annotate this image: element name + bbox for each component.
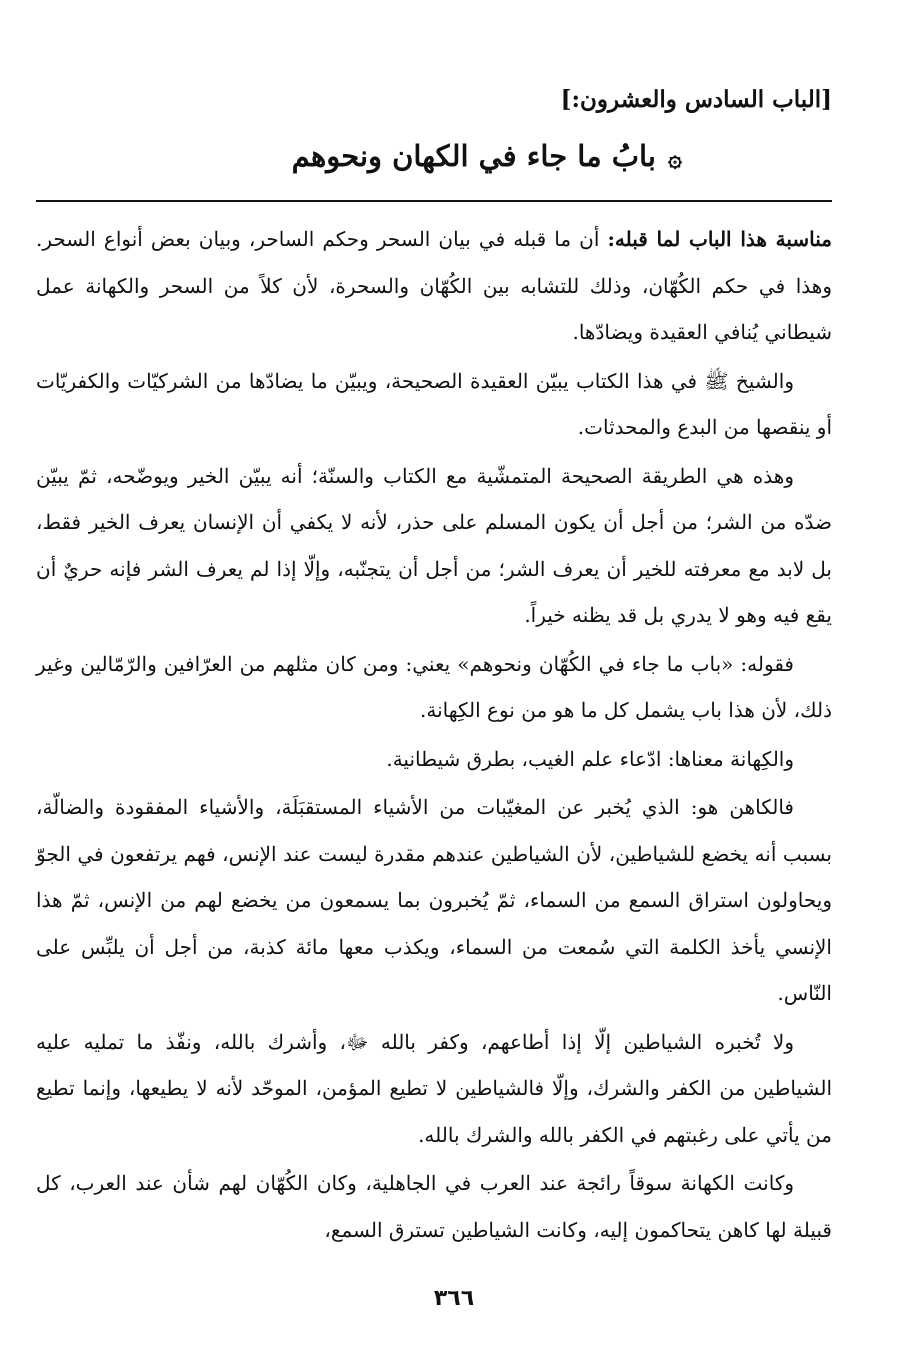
paragraph-text: أن ما قبله في بيان السحر وحكم الساحر، وبيان بعض أنواع السحر. وهذا في حكم الكُهّان، وذلك للتشابه بين الكُهّان والسحرة، لأن كلاً من السحر والكهانة عمل شيطاني يُنافي العقيدة ويضادّها.	[36, 227, 832, 344]
title-divider	[36, 200, 832, 202]
section-title	[36, 130, 682, 184]
paragraph-5: والكِهانة معناها: ادّعاء علم الغيب، بطرق شيطانية.	[386, 746, 794, 771]
chapter-heading: [الباب السادس والعشرون:]	[560, 86, 832, 113]
paragraph-3: وهذه هي الطريقة الصحيحة المتمشّية مع الكتاب والسنّة؛ أنه يبيّن الخير ويوضّحه، ثمّ يبيّن ضدّه من الشر؛ من أجل أن يكون المسلم على حذر، لأنه لا يكفي أن الإنسان يعرف الخير فقط، بل لابد مع معرفته للخير أن يعرف الشر؛ من أجل أن يتجنّبه، وإلّا إذا لم يعرف الشر فإنه حريٌ أن يقع فيه وهو لا يدري بل قد يظنه خيراً.	[36, 463, 832, 627]
paragraph-4: فقوله: «باب ما جاء في الكُهّان ونحوهم» يعني: ومن كان مثلهم من العرّافين والرّمّالين وغير ذلك، لأن هذا باب يشمل كل ما هو من نوع الكِهانة.	[36, 651, 832, 722]
paragraph-8: وكانت الكهانة سوقاً رائجة عند العرب في الجاهلية، وكان الكُهّان لهم شأن عند العرب، كل قبيلة لها كاهن يتحاكمون إليه، وكانت الشياطين تسترق السمع،	[36, 1171, 832, 1242]
paragraph-7: ولا تُخبره الشياطين إلّا إذا أطاعهم، وكفر بالله ﷻ، وأشرك بالله، ونفّذ ما تمليه عليه الشياطين من الكفر والشرك، وإلّا فالشياطين لا تطيع المؤمن، الموحّد لأنه لا يطيعها، وإنما تطيع من يأتي على رغبتهم في الكفر بالله والشرك بالله.	[36, 1029, 832, 1147]
page-number: ٣٦٦	[433, 1286, 475, 1311]
book-page	[36, 80, 832, 1350]
paragraph-2: والشيخ ﷺ في هذا الكتاب يبيّن العقيدة الصحيحة، ويبيّن ما يضادّها من الشركيّات والكفريّات أو ينقصها من البدع والمحدثات.	[36, 368, 832, 439]
paragraph-1	[36, 216, 832, 356]
paragraph-6: فالكاهن هو: الذي يُخبر عن المغيّبات من الأشياء المستقبَلَة، والأشياء المفقودة والضالّة، بسبب أنه يخضع للشياطين، لأن الشياطين عندهم مقدرة ليست عند الإنس، فهم يرتفعون في الجوّ ويحاولون استراق السمع من السماء، ثمّ يُخبرون بما يسمعون من يخضع لهم من الإنس، ثمّ هذا الإنسي يأخذ الكلمة التي سُمعت من السماء، ويكذب معها مائة كذبة، من أجل أن يلبِّس على النّاس.	[36, 795, 832, 1005]
section-title-text: بابُ ما جاء في الكهان ونحوهم	[291, 139, 656, 173]
body-text	[36, 216, 832, 1253]
ornament-icon: ۞	[667, 143, 682, 172]
paragraph-lead: مناسبة هذا الباب لما قبله:	[607, 227, 832, 251]
